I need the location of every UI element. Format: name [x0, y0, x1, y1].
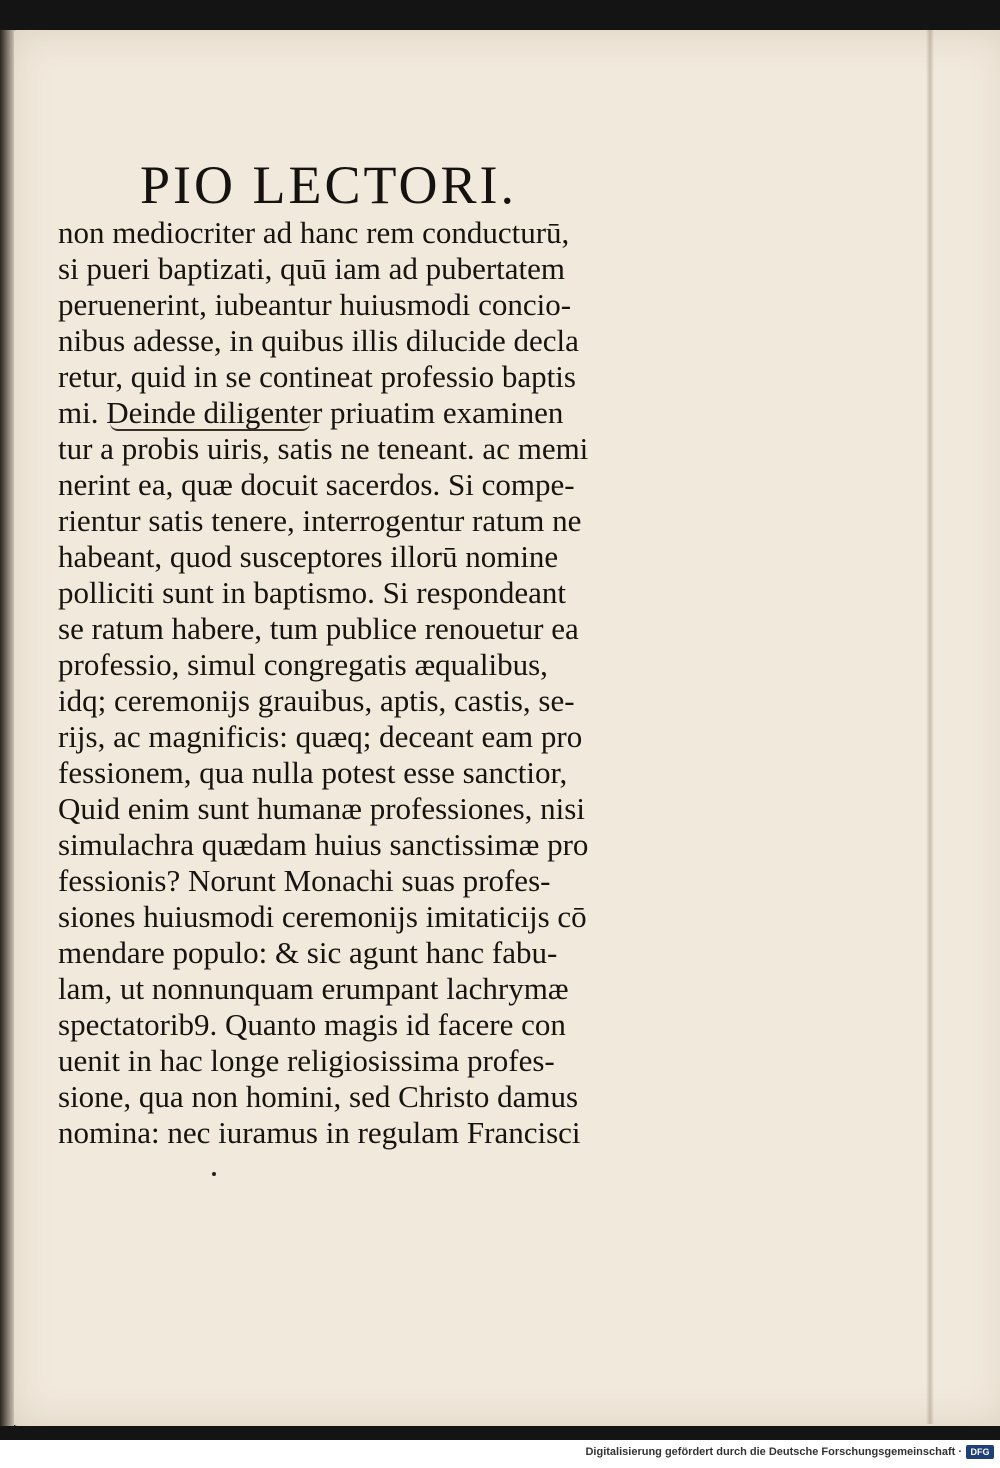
text-line: mi. Deinde diligenter priuatim examinen: [58, 395, 564, 430]
text-line: habeant, quod susceptores illorū nomine: [58, 539, 559, 574]
body-text: [58, 215, 698, 1151]
ink-dot: [212, 1172, 216, 1176]
text-line: se ratum habere, tum publice renouetur ea: [58, 611, 579, 646]
text-line: idq; ceremonijs grauibus, aptis, castis, se-: [58, 683, 575, 718]
text-line: mendare populo: & sic agunt hanc fabu-: [58, 935, 558, 970]
text-line: rijs, ac magnificis: quæq; deceant eam pro: [58, 719, 583, 754]
text-line: tur a probis uiris, satis ne teneant. ac memi: [58, 431, 589, 466]
text-line: non mediocriter ad hanc rem conducturū,: [58, 215, 570, 250]
text-line: sione, qua non homini, sed Christo damus: [58, 1079, 579, 1114]
text-line: rientur satis tenere, interrogentur ratum ne: [58, 503, 582, 538]
dfg-logo: DFG: [966, 1445, 994, 1459]
text-line: uenit in hac longe religiosissima profes-: [58, 1043, 555, 1078]
text-line: professio, simul congregatis æqualibus,: [58, 647, 548, 682]
page-left-edge: [0, 30, 14, 1426]
text-line: polliciti sunt in baptismo. Si respondeant: [58, 575, 567, 610]
text-line: siones huiusmodi ceremonijs imitaticijs cō: [58, 899, 587, 934]
page-fold-shadow: [926, 30, 934, 1424]
text-line: spectatorib9. Quanto magis id facere con: [58, 1007, 566, 1042]
footer-bar: [0, 1440, 1000, 1468]
text-line: nibus adesse, in quibus illis dilucide decla: [58, 323, 579, 358]
text-line: fessionem, qua nulla potest esse sanctior,: [58, 755, 568, 790]
text-line: retur, quid in se contineat professio baptis: [58, 359, 576, 394]
text-line: nerint ea, quæ docuit sacerdos. Si compe-: [58, 467, 575, 502]
funding-notice: Digitalisierung gefördert durch die Deutsche Forschungsgemeinschaft ·: [585, 1446, 962, 1458]
text-line: fessionis? Norunt Monachi suas profes-: [58, 863, 551, 898]
running-head: PIO LECTORI.: [140, 155, 518, 215]
handwritten-underline: [110, 423, 310, 431]
text-line: Quid enim sunt humanæ professiones, nisi: [58, 791, 585, 826]
text-line: si pueri baptizati, quū iam ad pubertatem: [58, 251, 566, 286]
text-line: nomina: nec iuramus in regulam Francisci: [58, 1115, 581, 1150]
text-line: simulachra quædam huius sanctissimæ pro: [58, 827, 589, 862]
text-line: lam, ut nonnunquam erumpant lachrymæ: [58, 971, 569, 1006]
text-line: peruenerint, iubeantur huiusmodi concio-: [58, 287, 572, 322]
